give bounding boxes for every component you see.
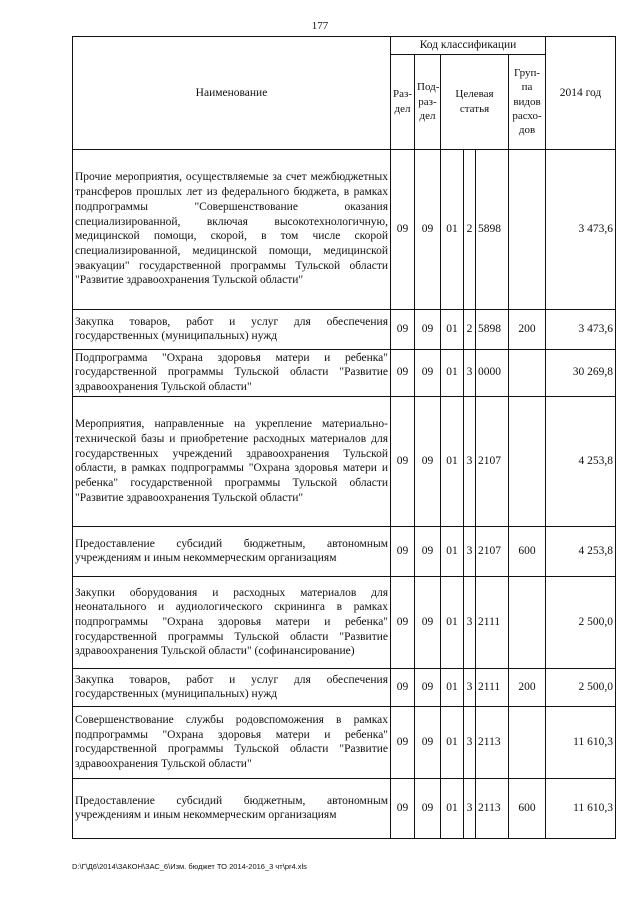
row-target-subprogram: 3: [464, 526, 476, 576]
header-name: Наименование: [73, 37, 391, 150]
row-target-program: 01: [441, 778, 464, 838]
row-expense-group: [509, 349, 546, 396]
row-target-subprogram: 2: [464, 309, 476, 349]
row-target-item: 5898: [476, 149, 509, 309]
row-amount: 11 610,3: [546, 778, 616, 838]
row-amount: 4 253,8: [546, 526, 616, 576]
table-row: [73, 309, 616, 349]
row-target-subprogram: 3: [464, 778, 476, 838]
row-razdel: 09: [391, 576, 415, 668]
row-expense-group: [509, 396, 546, 526]
table-row: [73, 396, 616, 526]
row-razdel: 09: [391, 396, 415, 526]
row-target-program: 01: [441, 526, 464, 576]
table-row: [73, 576, 616, 668]
row-target-subprogram: 3: [464, 668, 476, 706]
row-amount: 11 610,3: [546, 706, 616, 778]
row-razdel: 09: [391, 309, 415, 349]
row-target-item: 5898: [476, 309, 509, 349]
row-target-program: 01: [441, 149, 464, 309]
table-row: [73, 668, 616, 706]
row-expense-group: 600: [509, 526, 546, 576]
row-target-item: 2107: [476, 526, 509, 576]
row-amount: 30 269,8: [546, 349, 616, 396]
table-body: [73, 149, 616, 838]
row-podrazdel: 09: [415, 668, 441, 706]
row-razdel: 09: [391, 778, 415, 838]
header-group: Груп-па видов расхо-дов: [509, 54, 546, 149]
row-target-item: 2111: [476, 668, 509, 706]
row-name: Подпрограмма "Охрана здоровья матери и ребенка" государственной программы Тульской области "Развитие здравоохранения Тульской области": [73, 349, 391, 396]
row-name: Совершенствование службы родовспоможения в рамках подпрограммы "Охрана здоровья матери и ребенка" государственной программы Тульской области "Развитие здравоохранения Тульской области": [73, 706, 391, 778]
row-expense-group: 200: [509, 309, 546, 349]
row-expense-group: [509, 576, 546, 668]
table-row: [73, 149, 616, 309]
row-podrazdel: 09: [415, 309, 441, 349]
row-target-item: 2107: [476, 396, 509, 526]
row-podrazdel: 09: [415, 396, 441, 526]
page-number: 177: [311, 20, 329, 32]
row-name: Прочие мероприятия, осуществляемые за счет межбюджетных трансферов прошлых лет из федерального бюджета, в рамках подпрограммы "Совершенствование оказания специализированной, включая высокотехнологичную, медицинской помощи, скорой, в том числе скорой специализированной, медицинской помощи, медицинской эвакуации" государственной программы Тульской области "Развитие здравоохранения Тульской области": [73, 149, 391, 309]
row-amount: 2 500,0: [546, 576, 616, 668]
row-name: Закупки оборудования и расходных материалов для неонатального и аудиологического скрининга в рамках подпрограммы "Охрана здоровья матери и ребенка" государственной программы Тульской области "Развитие здравоохранения Тульской области" (софинансирование): [73, 576, 391, 668]
header-target: Целевая статья: [441, 54, 509, 149]
row-target-program: 01: [441, 668, 464, 706]
row-expense-group: 200: [509, 668, 546, 706]
row-amount: 2 500,0: [546, 668, 616, 706]
row-podrazdel: 09: [415, 576, 441, 668]
table-row: [73, 526, 616, 576]
row-target-program: 01: [441, 396, 464, 526]
row-razdel: 09: [391, 668, 415, 706]
row-target-subprogram: 3: [464, 576, 476, 668]
row-name: Закупка товаров, работ и услуг для обеспечения государственных (муниципальных) нужд: [73, 668, 391, 706]
header-razdel: Раз-дел: [391, 54, 415, 149]
row-podrazdel: 09: [415, 349, 441, 396]
row-razdel: 09: [391, 149, 415, 309]
row-razdel: 09: [391, 526, 415, 576]
row-podrazdel: 09: [415, 526, 441, 576]
row-name: Мероприятия, направленные на укрепление материально-технической базы и приобретение расходных материалов для государственных учреждений здравоохранения Тульской области, в рамках подпрограммы "Охрана здоровья матери и ребенка" государственной программы Тульской области "Развитие здравоохранения Тульской области": [73, 396, 391, 526]
row-amount: 3 473,6: [546, 149, 616, 309]
row-target-subprogram: 3: [464, 396, 476, 526]
header-year: 2014 год: [546, 37, 616, 150]
row-expense-group: 600: [509, 778, 546, 838]
budget-table: [72, 36, 616, 839]
row-podrazdel: 09: [415, 706, 441, 778]
row-expense-group: [509, 149, 546, 309]
row-target-program: 01: [441, 576, 464, 668]
row-target-item: 2111: [476, 576, 509, 668]
row-amount: 4 253,8: [546, 396, 616, 526]
row-target-program: 01: [441, 309, 464, 349]
table-row: [73, 706, 616, 778]
row-razdel: 09: [391, 706, 415, 778]
header-podrazdel: Под-раз-дел: [415, 54, 441, 149]
row-name: Предоставление субсидий бюджетным, автономным учреждениям и иным некоммерческим организациям: [73, 778, 391, 838]
row-target-subprogram: 2: [464, 149, 476, 309]
row-razdel: 09: [391, 349, 415, 396]
row-amount: 3 473,6: [546, 309, 616, 349]
row-podrazdel: 09: [415, 778, 441, 838]
header-code-group: Код классификации: [391, 37, 546, 55]
row-name: Предоставление субсидий бюджетным, автономным учреждениям и иным некоммерческим организациям: [73, 526, 391, 576]
row-expense-group: [509, 706, 546, 778]
row-target-program: 01: [441, 349, 464, 396]
row-name: Закупка товаров, работ и услуг для обеспечения государственных (муниципальных) нужд: [73, 309, 391, 349]
row-target-item: 0000: [476, 349, 509, 396]
row-target-subprogram: 3: [464, 706, 476, 778]
row-target-subprogram: 3: [464, 349, 476, 396]
table-row: [73, 778, 616, 838]
row-target-item: 2113: [476, 778, 509, 838]
row-target-program: 01: [441, 706, 464, 778]
row-podrazdel: 09: [415, 149, 441, 309]
file-path-footer: D:\Г\Д6\2014\ЗАКОН\ЗАС_6\Изм. бюджет ТО 2014-2016_3 чт\pr4.xls: [72, 862, 307, 871]
row-target-item: 2113: [476, 706, 509, 778]
table-row: [73, 349, 616, 396]
